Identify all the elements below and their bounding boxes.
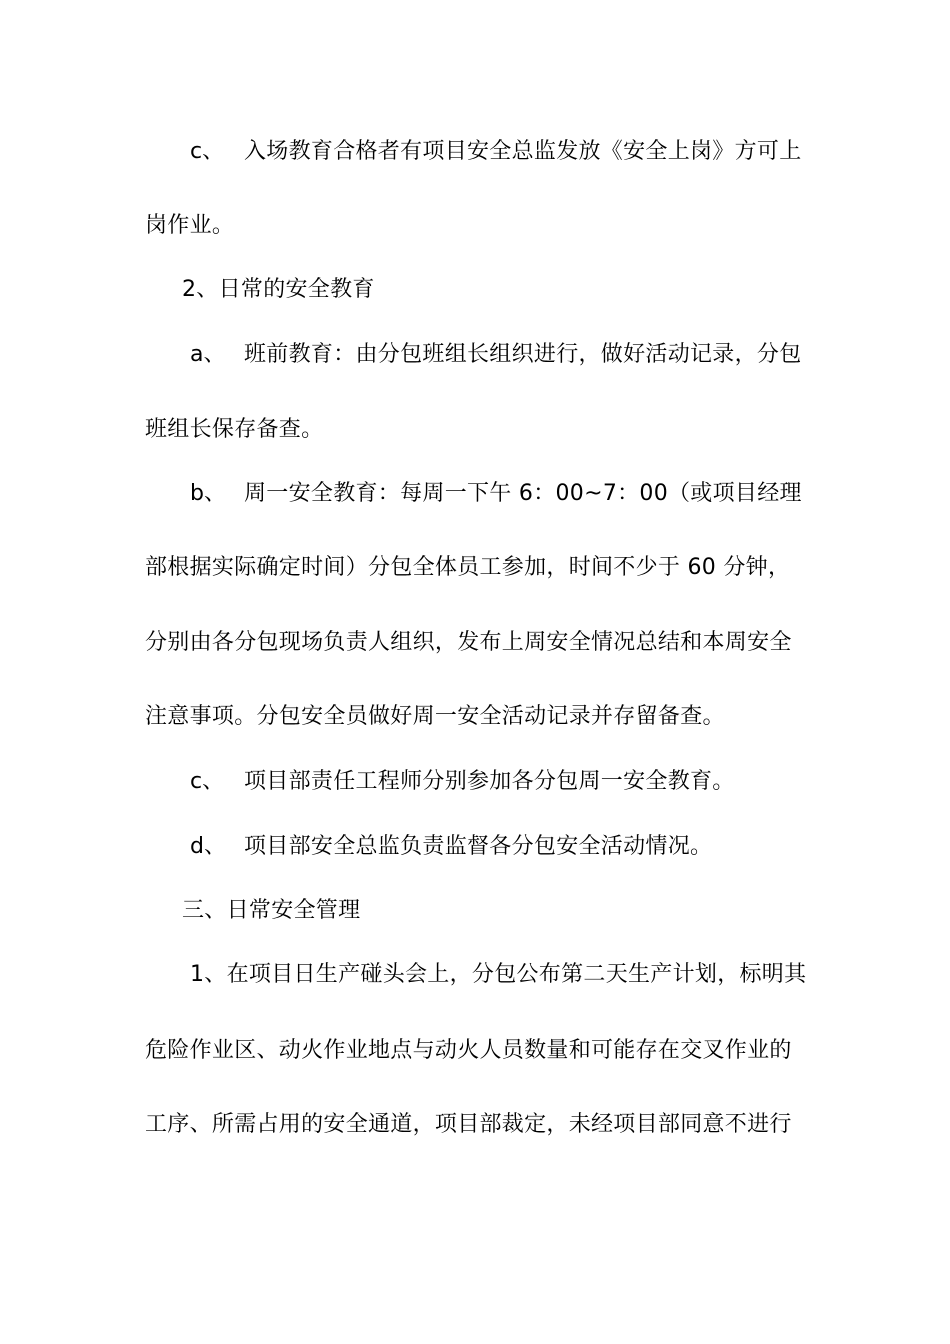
paragraph-line: 部根据实际确定时间）分包全体员工参加，时间不少于 60 分钟， [145,555,791,580]
list-marker: b、 [190,481,226,506]
list-item-text: 项目部安全总监负责监督各分包安全活动情况。 [244,834,713,859]
paragraph-first-line: 1、在项目日生产碰头会上，分包公布第二天生产计划，标明其 [190,962,807,987]
section-heading-daily-management: 三、日常安全管理 [182,898,361,923]
list-marker: d、 [190,834,226,859]
list-item-text: 项目部责任工程师分别参加各分包周一安全教育。 [244,769,735,794]
paragraph-line: 班组长保存备查。 [145,417,324,442]
section-heading-daily-education: 2、日常的安全教育 [182,277,375,302]
paragraph-line: 岗作业。 [145,213,235,238]
list-marker: c、 [190,139,225,164]
paragraph-line: 分别由各分包现场负责人组织，发布上周安全情况总结和本周安全 [145,630,792,655]
list-marker: a、 [190,342,226,367]
list-item-text: 周一安全教育：每周一下午 6：00~7：00（或项目经理 [244,481,802,506]
paragraph-line: 危险作业区、动火作业地点与动火人员数量和可能存在交叉作业的 [145,1038,792,1063]
paragraph-line: 工序、所需占用的安全通道，项目部裁定，未经项目部同意不进行 [145,1112,792,1137]
paragraph-line: 注意事项。分包安全员做好周一安全活动记录并存留备查。 [145,704,725,729]
list-marker: c、 [190,769,225,794]
list-item-text: 班前教育：由分包班组长组织进行，做好活动记录，分包 [244,342,802,367]
list-item-text: 入场教育合格者有项目安全总监发放《安全上岗》方可上 [244,139,802,164]
